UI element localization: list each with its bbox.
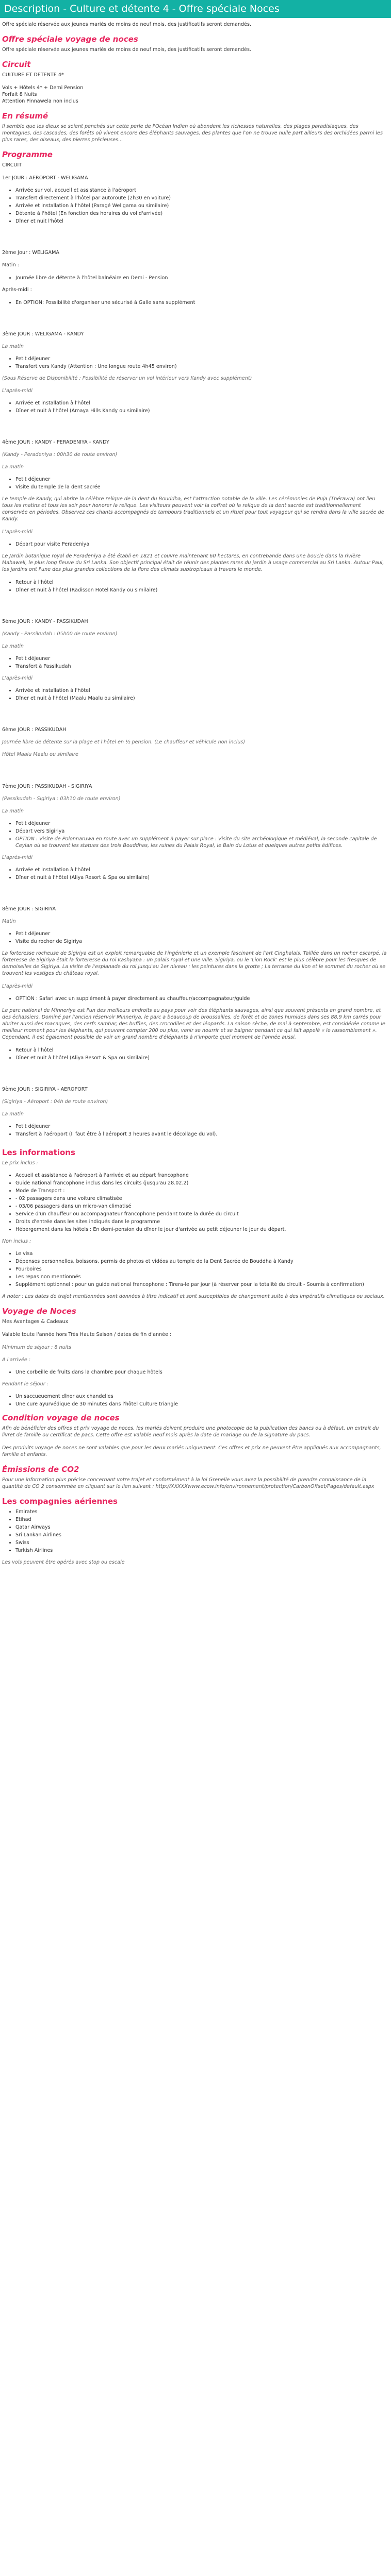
list-item: • Transfert à Passikudah	[15, 663, 387, 670]
list-item: • Dîner et nuit l'hôtel	[15, 218, 387, 225]
offer-text: Offre spéciale réservée aux jeunes mariés de moins de neuf mois, des justificatifs seront demandés.	[2, 47, 251, 53]
day-title: 9ème JOUR : SIGIRIYA - AEROPORT	[2, 1087, 88, 1092]
day-items	[2, 579, 387, 594]
stay-list	[2, 1393, 387, 1408]
period-label: L'après-midi	[2, 984, 33, 989]
list-item: • Arrivée et installation à l'hôtel (Paragé Weligama ou similaire)	[15, 202, 387, 209]
conditions-heading: Condition voyage de noces	[2, 1413, 120, 1422]
noces-line: Mes Avantages & Cadeaux	[2, 1319, 69, 1325]
main-content	[0, 21, 387, 1566]
period-label: Après-midi :	[2, 287, 32, 293]
day-title: 5ème JOUR : KANDY - PASSIKUDAH	[2, 619, 88, 624]
list-item: • Guide national francophone inclus dans les circuits (jusqu'au 28.02.2)	[15, 1180, 387, 1187]
period-label: L'après-midi	[2, 675, 33, 681]
list-item: • Arrivée et installation à l'hôtel	[15, 687, 387, 694]
circuit-line: Forfait 8 Nuits	[2, 92, 37, 97]
summary-text: Il semble que les dieux se soient penchés sur cette perle de l'Océan Indien où abondent les richesses naturelles, des plages paradisiaques, des montagnes, des cascades, des forêts où vivent encore des éléphants sauvages, des plantes que l'on ne trouve nulle part ailleurs des orchidées parmi les plus rares, des oiseaux, des pierres précieuses...	[2, 124, 383, 143]
day-items	[2, 655, 387, 670]
list-item: • Petit déjeuner	[15, 930, 387, 937]
day-items	[2, 476, 387, 490]
airlines-note: Les vols peuvent être opérés avec stop ou escale	[2, 1560, 125, 1565]
list-item: • Petit déjeuner	[15, 476, 387, 483]
co2-text: Pour une information plus précise concernant votre trajet et conformément à la loi Grenelle vous avez la possibilité de prendre connaissance de la quantité de CO 2 consommée en cliquant sur le lien suivant : http://XXXXXwww.ecow.info/environnement/protection/CarbonOffset/Pages/default.aspx	[2, 1477, 374, 1489]
list-item: • Qatar Airways	[15, 1524, 387, 1531]
day-description: Le parc national de Minneriya est l'un des meilleurs endroits au pays pour voir des éléphants sauvages, ainsi que souvent présents en grand nombre, et des échassiers. Dominé par l'ancien réservoir Minneriya, le parc a beaucoup de broussailles, de forêt et de zones humides dans ses 88,9 km carrés pour abriter aussi des macaques, des cerfs sambar, des buffles, des crocodiles et des léopards. La saison sèche, de mai à septembre, est considérée comme le meilleur moment pour les éléphants, qui peuvent compter 200 ou plus, venir se nourrir et se baigner pendant ce qui fait appelé « le rassemblement ». Cependant, il est également possible de voir un grand nombre d'éléphants à n'importe quel moment de l'année aussi.	[2, 1008, 385, 1040]
list-item: • Petit déjeuner	[15, 355, 387, 362]
list-item: • - 02 passagers dans une voiture climatisée	[15, 1195, 387, 1202]
day-title: 3ème JOUR : WELIGAMA - KANDY	[2, 331, 84, 337]
period-label: La matin	[2, 1111, 24, 1117]
day-items	[2, 187, 387, 225]
info-note: A noter : Les dates de trajet mentionnées sont données à titre indicatif et sont susceptibles de changement suite à des impératifs climatiques ou sociaux.	[2, 1294, 385, 1299]
day-items	[2, 299, 387, 306]
day-route: (Kandy - Passikudah : 05h00 de route environ)	[2, 631, 118, 637]
list-item: • - 03/06 passagers dans un micro-van climatisé	[15, 1203, 387, 1210]
list-item: • Départ vers Sigiriya	[15, 828, 387, 835]
list-item: • Droits d'entrée dans les sites indiqués dans le programme	[15, 1218, 387, 1225]
list-item: • Une cure ayurvédique de 30 minutes dans l'hôtel Culture triangle	[15, 1401, 387, 1408]
list-item: • Sri Lankan Airlines	[15, 1532, 387, 1538]
included-label: Le prix inclus :	[2, 1160, 38, 1166]
day-title: 6ème JOUR : PASSIKUDAH	[2, 727, 67, 733]
day-title: 2ème Jour : WELIGAMA	[2, 250, 59, 256]
day-items	[2, 1047, 387, 1061]
list-item: • Dîner et nuit à l'hôtel (Aliya Resort & Spa ou similaire)	[15, 1055, 387, 1061]
list-item: • Service d'un chauffeur ou accompagnateur francophone pendant toute la durée du circuit	[15, 1211, 387, 1217]
list-item: • Dîner et nuit à l'hôtel (Aliya Resort & Spa ou similaire)	[15, 874, 387, 881]
day-items	[2, 541, 387, 548]
day-title: 8ème JOUR : SIGIRIYA	[2, 906, 56, 912]
day-note: (Sous Réserve de Disponibilité : Possibilité de réserver un vol intérieur vers Kandy avec supplément)	[2, 376, 252, 381]
day-items	[2, 820, 387, 849]
list-item: • Dépenses personnelles, boissons, permis de photos et vidéos au temple de la Dent Sacrée de Bouddha à Kandy	[15, 1258, 387, 1265]
list-item: • Retour à l'hôtel	[15, 579, 387, 586]
day-route: (Kandy - Peradeniya : 00h30 de route environ)	[2, 452, 118, 457]
list-item: • OPTION : Visite de Polonnaruwa en route avec un supplément à payer sur place : Visite du site archéologique et médiéval, la seconde capitale de Ceylan où se trouvent les statues des trois Bouddhas, les ruines du Palais Royal, le Bain du Lotus et quelques autres petits édifices.	[15, 836, 387, 849]
period-label: La matin	[2, 464, 24, 470]
programme-heading: Programme	[2, 150, 53, 159]
list-item: • Supplément optionnel : pour un guide national francophone : Tirera-le par jour (à réserver pour la totalité du circuit - Soumis à confirmation)	[15, 1281, 387, 1288]
list-item: • Une corbeille de fruits dans la chambre pour chaque hôtels	[15, 1369, 387, 1376]
list-item: • Petit déjeuner	[15, 1123, 387, 1130]
day-items	[2, 867, 387, 881]
list-item: • Visite du rocher de Sigiriya	[15, 938, 387, 945]
list-item: • Petit déjeuner	[15, 655, 387, 662]
list-item: • OPTION : Safari avec un supplément à payer directement au chauffeur/accompagnateur/guide	[15, 995, 387, 1002]
noces-heading: Voyage de Noces	[2, 1307, 76, 1316]
day-items	[2, 355, 387, 370]
included-list	[2, 1172, 387, 1233]
offer-heading: Offre spéciale voyage de noces	[2, 35, 138, 44]
list-item: • Petit déjeuner	[15, 820, 387, 827]
circuit-name: CULTURE ET DETENTE 4*	[2, 72, 64, 78]
stay-label: Pendant le séjour :	[2, 1381, 48, 1387]
conditions-text: Afin de bénéficier des offres et prix voyage de noces, les mariés doivent produire une photocopie de la publication des bancs ou à défaut, un extrait du livret de famille ou certificat de pacs. Cette offre est valable neuf mois après la date de mariage ou de la signature du pacs.	[2, 1426, 379, 1438]
list-item: • Hébergement dans les hôtels : En demi-pension du dîner le jour d'arrivée au petit déjeuner le jour du départ.	[15, 1226, 387, 1233]
list-item: • Détente à l'hôtel (En fonction des horaires du vol d'arrivée)	[15, 210, 387, 217]
list-item: • Etihad	[15, 1516, 387, 1523]
list-item: • Pourboires	[15, 1266, 387, 1273]
list-item: • Arrivée et installation à l'hôtel	[15, 400, 387, 406]
list-item: • Mode de Transport :	[15, 1188, 387, 1194]
co2-heading: Émissions de CO2	[2, 1465, 79, 1474]
day-items	[2, 930, 387, 945]
circuit-line: Attention Pinnawela non inclus	[2, 98, 78, 104]
list-item: • Journée libre de détente à l'hôtel balnéaire en Demi - Pension	[15, 275, 387, 281]
day-title: 4ème JOUR : KANDY - PERADENIYA - KANDY	[2, 439, 109, 445]
period-label: L'après-midi	[2, 855, 33, 860]
period-label: La matin	[2, 344, 24, 349]
intro-text: Offre spéciale réservée aux jeunes mariés de moins de neuf mois, des justificatifs seront demandés.	[2, 22, 251, 27]
noces-line: Valable toute l'année hors Très Haute Saison / dates de fin d'année :	[2, 1332, 172, 1337]
list-item: • Turkish Airlines	[15, 1547, 387, 1554]
day-route: (Passikudah - Sigiriya : 03h10 de route environ)	[2, 796, 121, 802]
programme-label: CIRCUIT	[2, 162, 22, 168]
list-item: • Retour à l'hôtel	[15, 1047, 387, 1054]
day-items	[2, 400, 387, 414]
airlines-heading: Les compagnies aériennes	[2, 1497, 118, 1506]
list-item: • Emirates	[15, 1509, 387, 1515]
list-item: • Dîner et nuit à l'hôtel (Maalu Maalu ou similaire)	[15, 695, 387, 702]
day-hotel: Hôtel Maalu Maalu ou similaire	[2, 752, 78, 757]
not-included-label: Non inclus :	[2, 1239, 31, 1244]
period-label: L'après-midi	[2, 388, 33, 394]
day-description: Le temple de Kandy, qui abrite la célèbre relique de la dent du Bouddha, est l'attraction notable de la ville. Les cérémonies de Puja (Théravra) ont lieu tous les matins et tous les soir pour honorer la relique. Les visiteurs peuvent voir la coffret où la relique de la dent sacrée est traditionnellement conservée en périodes. Observez ces chants accompagnés de tambours traditionnels et un rituel pour tout voyageur qui se rendra dans la ville sacrée de Kandy.	[2, 496, 384, 522]
list-item: • Les repas non mentionnés	[15, 1274, 387, 1280]
list-item: • En OPTION: Possibilité d'organiser une sécurisé à Galle sans supplément	[15, 299, 387, 306]
conditions-text: Des produits voyage de noces ne sont valables que pour les deux mariés uniquement. Ces offres et prix ne peuvent être appliqués aux accompagnants, famille et enfants.	[2, 1445, 381, 1458]
day-items	[2, 1123, 387, 1138]
period-label: Matin	[2, 919, 16, 924]
day-items	[2, 687, 387, 702]
list-item: • Départ pour visite Peradeniya	[15, 541, 387, 548]
page-title: Description - Culture et détente 4 - Offre spéciale Noces	[0, 0, 391, 18]
period-label: Matin :	[2, 262, 19, 268]
day-items	[2, 275, 387, 281]
day-title: 1er JOUR : AEROPORT - WELIGAMA	[2, 175, 88, 181]
info-heading: Les informations	[2, 1148, 75, 1157]
day-description: Le Jardin botanique royal de Peradeniya a été établi en 1821 et couvre maintenant 60 hectares, en contrebande dans une boucle dans la rivière Mahaweli, le plus long fleuve du Sri Lanka. Son objectif principal était de réunir des plantes rares du jardin à usage commercial au Sri Lanka. Autour Paul, les jardins ont l'une des plus grandes collections de la flore des climats subtropicaux à travers le monde.	[2, 553, 384, 572]
list-item: • Transfert vers Kandy (Attention : Une longue route 4h45 environ)	[15, 363, 387, 370]
list-item: • Un saccueuement dîner aux chandelles	[15, 1393, 387, 1400]
summary-heading: En résumé	[2, 111, 48, 121]
list-item: • Dîner et nuit à l'hôtel (Amaya Hills Kandy ou similaire)	[15, 408, 387, 414]
noces-line: Minimum de séjour : 8 nuits	[2, 1345, 72, 1350]
period-label: L'après-midi	[2, 529, 33, 535]
period-label: La matin	[2, 643, 24, 649]
list-item: • Swiss	[15, 1539, 387, 1546]
circuit-heading: Circuit	[2, 60, 31, 69]
airlines-list	[2, 1509, 387, 1554]
list-item: • Arrivée sur vol, accueil et assistance à l'aéroport	[15, 187, 387, 194]
list-item: • Accueil et assistance à l'aéroport à l'arrivée et au départ francophone	[15, 1172, 387, 1179]
list-item: • Transfert directement à l'hôtel par autoroute (2h30 en voiture)	[15, 195, 387, 201]
day-title: 7ème JOUR : PASSIKUDAH - SIGIRIYA	[2, 784, 92, 789]
list-item: • Dîner et nuit à l'hôtel (Radisson Hotel Kandy ou similaire)	[15, 587, 387, 594]
list-item: • Visite du temple de la dent sacrée	[15, 484, 387, 490]
not-included-list	[2, 1250, 387, 1288]
list-item: • Arrivée et installation à l'hôtel	[15, 867, 387, 873]
day-description: La forteresse rocheuse de Sigiriya est un exploit remarquable de l'ingénierie et un exemple fascinant de l'art Cinghalais. Taillée dans un rocher escarpé, la forteresse de Sigiriya était la forteresse du roi Kashyapa : un palais royal et une ville. Sigiriya, ou le 'Lion Rock' est le plus célèbre pour les fresques de demoiselles de Sigiriya. La visite de l'esplanade du roi jusqu'au 1er niveau : les peintures dans la grotte ; La terrasse du lion et le sommet du rocher où se trouvent les vestiges du château royal.	[2, 951, 387, 976]
day-route: (Sigiriya - Aéroport : 04h de route environ)	[2, 1099, 108, 1105]
period-label: La matin	[2, 808, 24, 814]
arrival-label: A l'arrivée :	[2, 1357, 31, 1363]
day-description: Journée libre de détente sur la plage et l'hôtel en ½ pension. (Le chauffeur et véhicule non inclus)	[2, 739, 246, 745]
day-items	[2, 995, 387, 1002]
arrival-list	[2, 1369, 387, 1376]
list-item: • Le visa	[15, 1250, 387, 1257]
circuit-line: Vols + Hôtels 4* + Demi Pension	[2, 85, 84, 91]
list-item: • Transfert à l'aéroport (Il faut être à l'aéroport 3 heures avant le décollage du vol).	[15, 1131, 387, 1138]
